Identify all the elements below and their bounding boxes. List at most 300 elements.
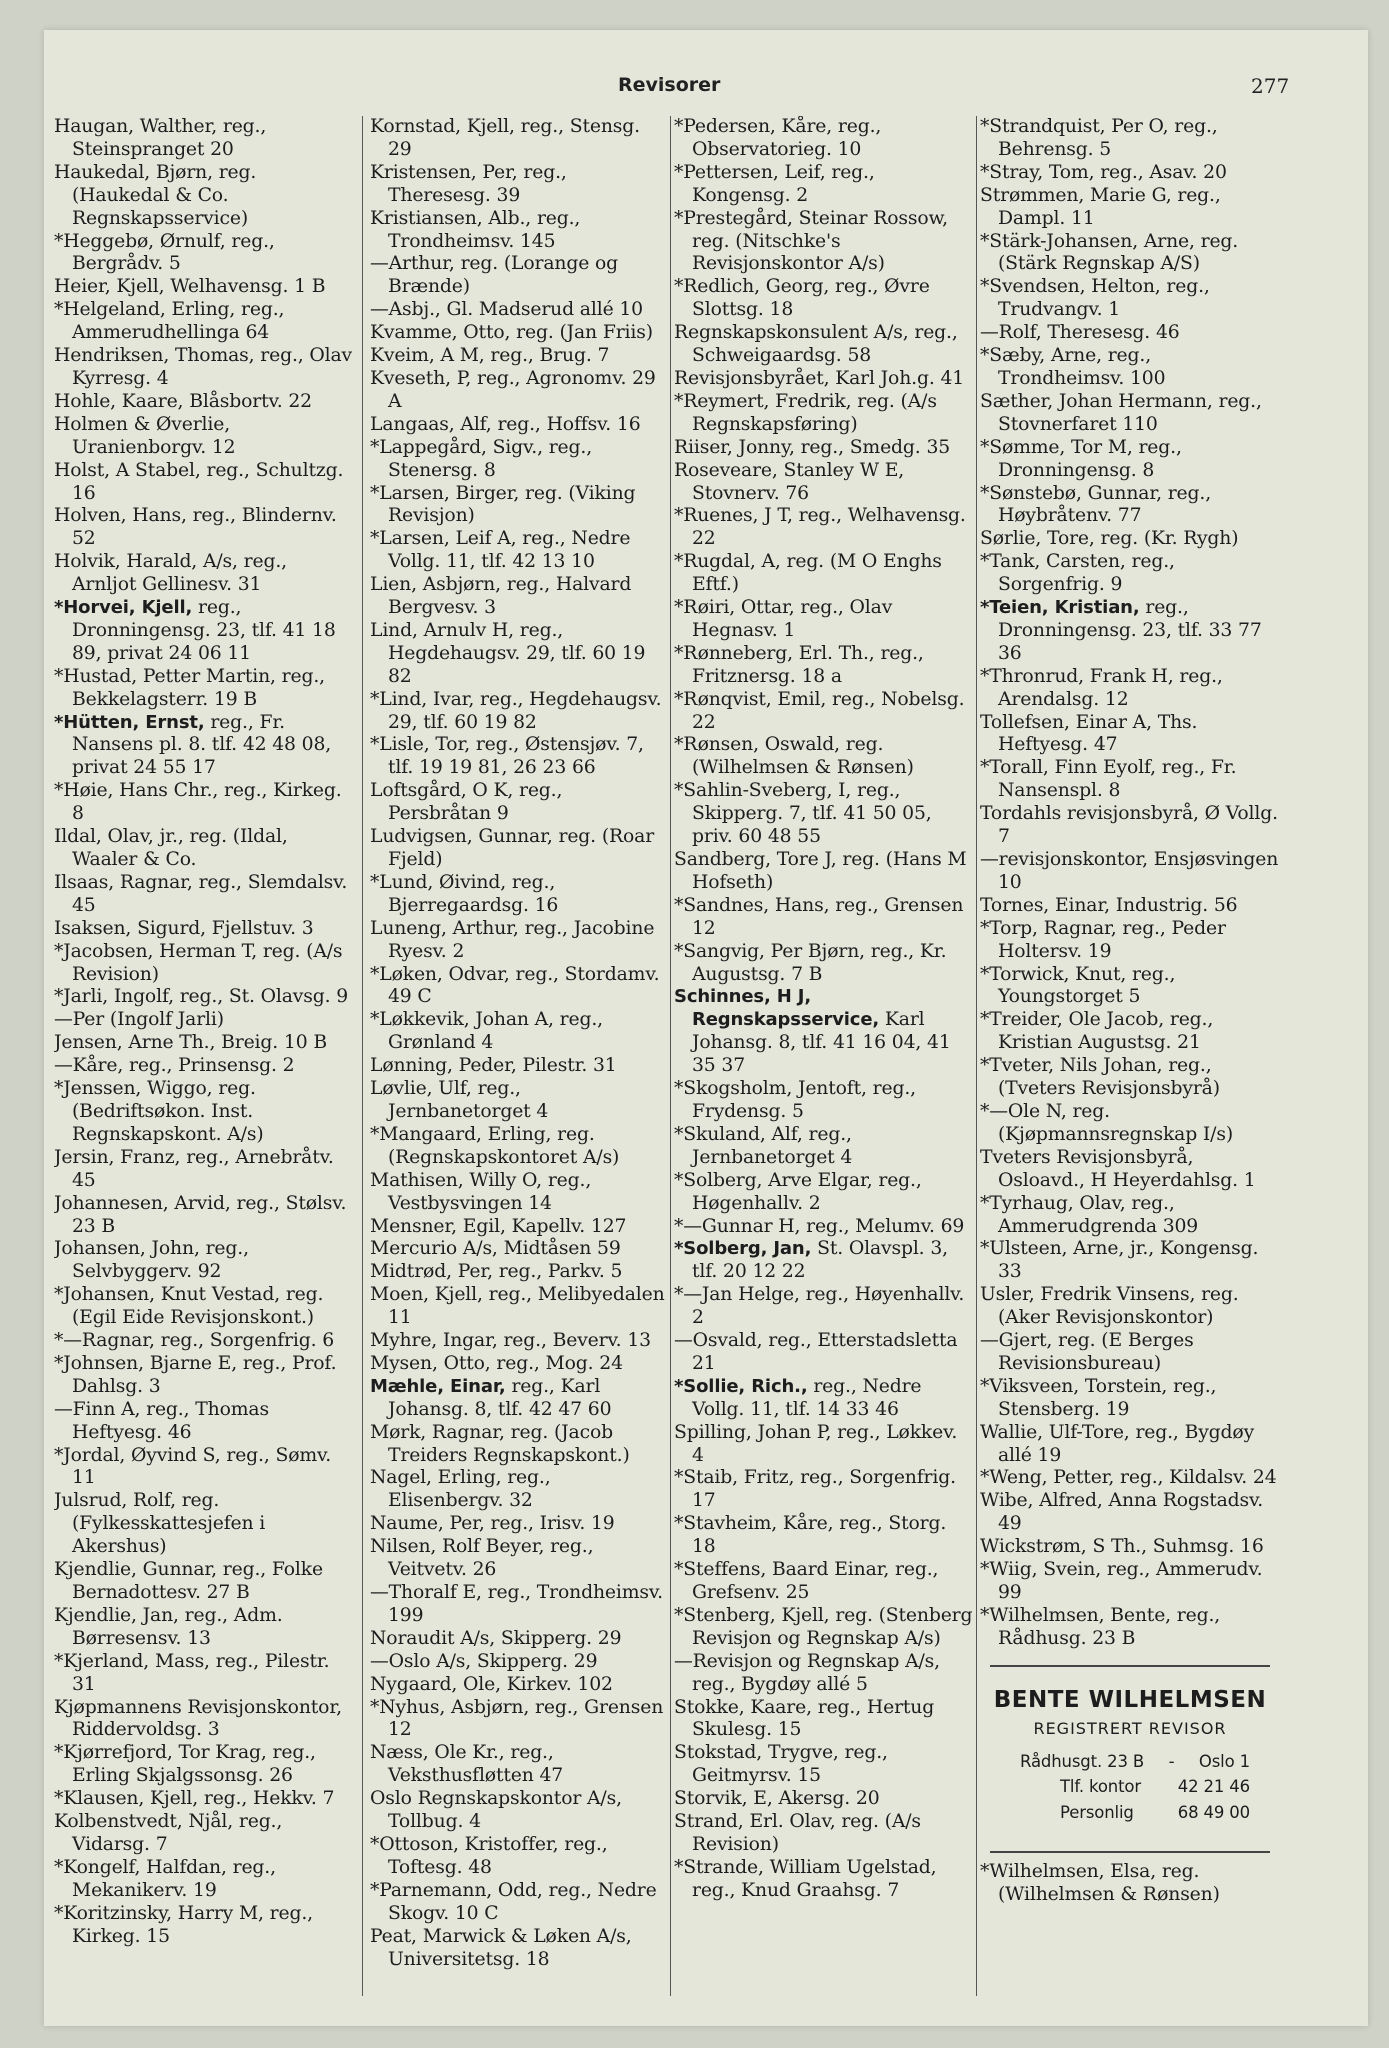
directory-entry [54,162,354,231]
entry-text: Kjøpmannens Revisjonskontor, Riddervoldsg. 3 [54,1696,342,1741]
directory-entry [370,872,668,918]
directory-entry [980,1536,1280,1559]
entry-text: Wallie, Ulf-Tore, reg., Bygdøy allé 19 [980,1421,1255,1466]
directory-entry [54,826,354,872]
directory-entry [674,597,974,643]
directory-entry [980,1101,1280,1147]
entry-text: Naume, Per, reg., Irisv. 19 [370,1513,615,1535]
entry-text: Hendriksen, Thomas, reg., Olav Kyrresg. 4 [54,345,353,389]
directory-entry [54,1651,354,1697]
directory-entry [980,597,1280,666]
directory-entry [980,849,1280,895]
entry-text: *Johansen, Knut Vestad, reg. (Egil Eide Revisjonskont.) [54,1284,324,1329]
directory-entry [370,253,668,299]
directory-entry [674,460,974,506]
directory-entry [370,964,668,1010]
entry-text: Kolbenstvedt, Njål, reg., Vidarsg. 7 [54,1811,283,1855]
directory-entry [54,1055,354,1078]
ad-address-street: Rådhusgt. 23 B [1020,1751,1145,1771]
directory-entry [674,1605,974,1651]
entry-text: Wickstrøm, S Th., Suhmsg. 16 [980,1536,1264,1558]
entry-bold-name: *Solberg, Jan, [674,1238,812,1260]
directory-entry [674,1422,974,1468]
entry-text: *Rønqvist, Emil, reg., Nobelsg. 22 [674,688,965,733]
ad-name: BENTE WILHELMSEN [993,1686,1267,1713]
directory-entry [54,116,354,162]
entry-text: Mørk, Ragnar, reg. (Jacob Treiders Regnskapskont.) [370,1421,630,1466]
directory-entry [54,941,354,987]
entry-text: Peat, Marwick & Løken A/s, Universitetsg. 18 [370,1925,632,1970]
entry-text: *Ottoson, Kristoffer, reg., Toftesg. 48 [370,1833,608,1878]
entry-bold-name: *Teien, Kristian, [980,597,1140,619]
entry-bold-name: Schinnes, H J, Regnskapsservice, [674,986,880,1031]
entry-text: *Strandquist, Per O, reg., Behrensg. 5 [980,116,1218,160]
entry-text: Julsrud, Rolf, reg. (Fylkesskattesjefen i Akershus) [54,1490,266,1558]
entry-text: Næss, Ole Kr., reg., Veksthusfløtten 47 [370,1742,564,1787]
entry-text: *Larsen, Leif A, reg., Nedre Vollg. 11, tlf. 42 13 10 [370,528,631,573]
after-ad-entries [980,1861,1280,1907]
directory-entry [370,1216,668,1239]
entry-text: Johannesen, Arvid, reg., Stølsv. 23 B [54,1192,347,1237]
entry-text: Sæther, Johan Hermann, reg., Stovnerfaret 110 [980,390,1262,435]
directory-entry [54,1811,354,1857]
directory-entry [674,1284,974,1330]
directory-entry [674,1376,974,1422]
entry-text: reg., Dronningensg. 23, tlf. 41 18 89, privat 24 06 11 [72,597,336,664]
entry-text: *Sømme, Tor M, reg., Dronningensg. 8 [980,436,1182,481]
entry-text: Kvamme, Otto, reg. (Jan Friis) [370,322,653,344]
entry-text: Holven, Hans, reg., Blindernv. 52 [54,505,337,550]
directory-entry [674,276,974,322]
directory-entry [674,986,974,1078]
entry-text: Tornes, Einar, Industrig. 56 [980,894,1238,916]
directory-entry [370,1788,668,1834]
entry-text: *Rønneberg, Erl. Th., reg., Fritznersg. 18 a [674,642,924,687]
entry-text: *Torall, Finn Eyolf, reg., Fr. Nansenspl. 8 [980,757,1237,802]
entry-text: —Oslo A/s, Skipperg. 29 [370,1650,598,1672]
directory-entry [674,1513,974,1559]
entry-text: —Arthur, reg. (Lorange og Brænde) [370,253,619,298]
directory-entry [674,1330,974,1376]
directory-entry [370,1674,668,1697]
entry-text: *Sangvig, Per Bjørn, reg., Kr. Augustsg. 7 B [674,940,947,985]
directory-entry [54,1605,354,1651]
entry-text: Stokstad, Trygve, reg., Geitmyrsv. 15 [674,1742,888,1787]
directory-entry [54,391,354,414]
entry-text: *Skogsholm, Jentoft, reg., Frydensg. 5 [674,1078,916,1122]
entry-text: Ilsaas, Ragnar, reg., Slemdalsv. 45 [54,871,348,916]
entry-text: *Tank, Carsten, reg., Sorgenfrig. 9 [980,551,1175,596]
entry-text: *Sandnes, Hans, reg., Grensen 12 [674,894,964,939]
directory-entry [980,322,1280,345]
directory-entry [370,689,668,735]
entry-text: Spilling, Johan P, reg., Løkkev. 4 [674,1421,958,1466]
entry-text: *Tyrhaug, Olav, reg., Ammerudgrenda 309 [980,1192,1199,1237]
directory-entry [370,780,668,826]
directory-entry [54,460,354,506]
directory-entry [370,1582,668,1628]
entry-text: *Svendsen, Helton, reg., Trudvangv. 1 [980,276,1210,321]
entry-text: *Treider, Ole Jacob, reg., Kristian Augustsg. 21 [980,1009,1214,1054]
column-1 [54,116,354,1996]
column-divider [670,116,671,1996]
directory-entry [674,505,974,551]
column-4-entries [980,116,1280,1651]
directory-entry [674,643,974,689]
directory-entry [674,849,974,895]
directory-entry [674,734,974,780]
directory-entry [54,1078,354,1147]
directory-entry [370,1926,668,1972]
directory-entry [370,116,668,162]
directory-entry [370,1742,668,1788]
directory-entry [980,757,1280,803]
directory-entry [674,1697,974,1743]
directory-entry [674,116,974,162]
entry-text: —Osvald, reg., Etterstadsletta 21 [674,1330,958,1374]
entry-text: *Wilhelmsen, Elsa, reg. (Wilhelmsen & Rønsen) [980,1861,1220,1906]
directory-entry [54,666,354,712]
directory-entry [370,1170,668,1216]
directory-entry [980,551,1280,597]
entry-text: Storvik, E, Akersg. 20 [674,1788,880,1810]
directory-entry [370,1330,668,1353]
directory-entry [980,1147,1280,1193]
entry-text: *Pedersen, Kåre, reg., Observatorieg. 10 [674,116,882,160]
directory-entry [54,345,354,391]
entry-text: *Helgeland, Erling, reg., Ammerudhellinga 64 [54,299,285,344]
directory-entry [370,162,668,208]
entry-text: reg., Dronningensg. 23, tlf. 33 77 36 [998,597,1262,664]
entry-text: *Stenberg, Kjell, reg. (Stenberg Revisjon og Regnskap A/s) [674,1604,973,1649]
entry-text: *Kjørrefjord, Tor Krag, reg., Erling Skjalgssonsg. 26 [54,1742,316,1787]
entry-text: *—Ole N, reg. (Kjøpmannsregnskap I/s) [980,1100,1234,1145]
entry-text: Nilsen, Rolf Beyer, reg., Veitvetv. 26 [370,1536,594,1581]
entry-text: Ildal, Olav, jr., reg. (Ildal, Waaler & Co. [54,826,288,870]
column-divider [362,116,363,1996]
entry-text: Lønning, Peder, Pilestr. 31 [370,1055,617,1077]
directory-entry [54,986,354,1009]
directory-entry [674,437,974,460]
entry-bold-name: Mæhle, Einar, [370,1375,506,1397]
entry-text: Haugan, Walther, reg., Steinspranget 20 [54,116,267,160]
entry-text: Usler, Fredrik Vinsens, reg. (Aker Revisjonskontor) [980,1284,1239,1329]
directory-entry [674,1467,974,1513]
directory-entry [980,276,1280,322]
directory-entry [674,1170,974,1216]
directory-entry [674,162,974,208]
directory-entry [980,483,1280,529]
directory-entry [54,1788,354,1811]
entry-text: Kjendlie, Jan, reg., Adm. Børresensv. 13 [54,1604,283,1649]
directory-entry [980,391,1280,437]
entry-text: Tordahls revisjonsbyrå, Ø Vollg. 7 [980,803,1278,848]
entry-text: Heier, Kjell, Welhavensg. 1 B [54,276,326,298]
entry-text: *Skuland, Alf, reg., Jernbanetorget 4 [674,1123,853,1168]
entry-text: *Redlich, Georg, reg., Øvre Slottsg. 18 [674,276,930,321]
entry-text: *Høie, Hans Chr., reg., Kirkeg. 8 [54,780,342,825]
directory-entry [370,208,668,254]
directory-entry [54,1238,354,1284]
directory-entry [54,1857,354,1903]
directory-entry [674,1651,974,1697]
directory-entry [370,1261,668,1284]
entry-text: Holmen & Øverlie, Uranienborgv. 12 [54,413,236,458]
entry-text: *Ulsteen, Arne, jr., Kongensg. 33 [980,1238,1259,1283]
directory-entry [54,1742,354,1788]
entry-text: Wibe, Alfred, Anna Rogstadsv. 49 [980,1490,1264,1535]
directory-entry [980,666,1280,712]
directory-entry [674,1559,974,1605]
entry-text: Moen, Kjell, reg., Melibyedalen 11 [370,1284,665,1329]
entry-text: *Løkkevik, Johan A, reg., Grønland 4 [370,1009,603,1054]
directory-entry [980,1422,1280,1468]
entry-text: Ludvigsen, Gunnar, reg. (Roar Fjeld) [370,826,655,870]
directory-entry [370,322,668,345]
ad-private-number: 68 49 00 [1177,1803,1250,1823]
directory-entry [674,368,974,391]
entry-text: *Rønsen, Oswald, reg. (Wilhelmsen & Rønsen) [674,734,914,779]
entry-text: Luneng, Arthur, reg., Jacobine Ryesv. 2 [370,917,655,962]
entry-text: *Hustad, Petter Martin, reg., Bekkelagsterr. 19 B [54,665,325,710]
entry-text: Tveters Revisjonsbyrå, Osloavd., H Heyerdahlsg. 1 [980,1146,1256,1191]
entry-text: Mysen, Otto, reg., Mog. 24 [370,1352,623,1374]
directory-entry [674,689,974,735]
entry-bold-name: *Hütten, Ernst, [54,711,205,733]
entry-text: *Løken, Odvar, reg., Stordamv. 49 C [370,963,660,1008]
entry-text: Nagel, Erling, reg., Elisenbergv. 32 [370,1467,551,1512]
directory-entry [980,162,1280,185]
entry-text: Regnskapskonsulent A/s, reg., Schweigaardsg. 58 [674,322,958,367]
directory-entry [980,528,1280,551]
directory-entry [370,1834,668,1880]
entry-text: Oslo Regnskapskontor A/s, Tollbug. 4 [370,1788,622,1833]
directory-entry [370,1513,668,1536]
directory-entry [54,1193,354,1239]
entry-text: —Asbj., Gl. Madserud allé 10 [370,299,643,321]
directory-entry [370,574,668,620]
directory-entry [674,1124,974,1170]
entry-text: —Per (Ingolf Jarli) [54,1009,224,1031]
entry-text: Jersin, Franz, reg., Arnebråtv. 45 [54,1146,334,1191]
ad-address [980,1751,1280,1774]
directory-entry [370,826,668,872]
directory-entry [674,208,974,277]
directory-entry [980,116,1280,162]
directory-entry [674,895,974,941]
ad-address-city: Oslo 1 [1198,1751,1250,1771]
entry-text: *Sahlin-Sveberg, I, reg., Skipperg. 7, tlf. 41 50 05, priv. 60 48 55 [674,780,932,848]
ad-subtitle: REGISTRERT REVISOR [1033,1718,1227,1738]
directory-entry [674,1857,974,1903]
directory-entry [54,597,354,666]
ad-office-label: Tlf. kontor [1060,1777,1141,1797]
entry-text: Midtrød, Per, reg., Parkv. 5 [370,1261,623,1283]
directory-entry [980,918,1280,964]
directory-entry [674,322,974,368]
directory-entry [980,1467,1280,1490]
entry-bold-name: *Sollie, Rich., [674,1375,808,1397]
directory-entry [980,437,1280,483]
entry-text: St. Olavspl. 3, tlf. 20 12 22 [692,1238,948,1283]
directory-entry [980,1605,1280,1651]
entry-text: *Jarli, Ingolf, reg., St. Olavsg. 9 [54,986,349,1008]
directory-entry [54,1399,354,1445]
directory-entry [980,1559,1280,1605]
entry-text: *Lappegård, Sigv., reg., Stenersg. 8 [370,436,593,481]
directory-entry [980,1009,1280,1055]
directory-entry [54,1009,354,1032]
entry-text: *Weng, Petter, reg., Kildalsv. 24 [980,1467,1277,1489]
directory-entry [370,368,668,414]
entry-text: *Kongelf, Halfdan, reg., Mekanikerv. 19 [54,1856,276,1901]
entry-text: *Pettersen, Leif, reg., Kongensg. 2 [674,161,875,206]
entry-text: *Røiri, Ottar, reg., Olav Hegnasv. 1 [674,597,893,641]
directory-entry [54,712,354,781]
entry-text: *Strande, William Ugelstad, reg., Knud Graahsg. 7 [674,1856,937,1901]
entry-text: Kjendlie, Gunnar, reg., Folke Bernadottesv. 27 B [54,1559,323,1603]
section-title: Revisorer [618,74,721,96]
directory-entry [370,528,668,574]
directory-entry [54,414,354,460]
advertisement-box [980,1686,1280,1826]
entry-text: Johansen, John, reg., Selvbyggerv. 92 [54,1238,249,1283]
entry-text: Kornstad, Kjell, reg., Stensg. 29 [370,116,640,160]
entry-text: *Tveter, Nils Johan, reg., (Tveters Revisjonsbyrå) [980,1055,1220,1100]
directory-entry [674,551,974,597]
entry-text: *Rugdal, A, reg. (M O Enghs Eftf.) [674,551,942,596]
page-header [44,74,1368,108]
entry-text: Roseveare, Stanley W E, Stovnerv. 76 [674,459,905,504]
directory-page [44,30,1368,2026]
entry-text: Lien, Asbjørn, reg., Halvard Bergvesv. 3 [370,574,632,619]
ad-private-phone [980,1802,1280,1825]
entry-text: Revisjonsbyrået, Karl Joh.g. 41 [674,367,965,389]
directory-entry [674,780,974,849]
entry-text: Stokke, Kaare, reg., Hertug Skulesg. 15 [674,1696,935,1741]
directory-entry [370,414,668,437]
directory-entry [54,276,354,299]
entry-text: Kristensen, Per, reg., Theresesg. 39 [370,161,567,206]
entry-text: *Sønstebø, Gunnar, reg., Høybråtenv. 77 [980,482,1212,527]
directory-entry [54,1559,354,1605]
directory-entry [54,1330,354,1353]
entry-text: *Jacobsen, Herman T, reg. (A/s Revision) [54,940,343,985]
entry-text: Noraudit A/s, Skipperg. 29 [370,1627,622,1649]
directory-entry [54,918,354,941]
entry-text: —Kåre, reg., Prinsensg. 2 [54,1055,295,1077]
directory-entry [674,941,974,987]
directory-entry [370,1536,668,1582]
entry-text: *Johnsen, Bjarne E, reg., Prof. Dahlsg. 3 [54,1352,337,1397]
directory-entry [370,1238,668,1261]
entry-text: *Lind, Ivar, reg., Hegdehaugsv. 29, tlf. 60 19 82 [370,688,662,733]
entry-text: Kristiansen, Alb., reg., Trondheimsv. 145 [370,207,581,252]
entry-text: *Ruenes, J T, reg., Welhavensg. 22 [674,505,966,550]
directory-entry [370,1651,668,1674]
directory-entry [980,712,1280,758]
entry-text: Nygaard, Ole, Kirkev. 102 [370,1673,613,1695]
entry-text: Holst, A Stabel, reg., Schultzg. 16 [54,459,344,504]
directory-entry [370,1009,668,1055]
directory-entry [370,1353,668,1376]
directory-entry [674,1811,974,1857]
entry-text: *Lund, Øivind, reg., Bjerregaardsg. 16 [370,871,559,916]
directory-entry [54,551,354,597]
entry-text: Tollefsen, Einar A, Ths. Heftyesg. 47 [980,711,1198,756]
entry-text: *Mangaard, Erling, reg. (Regnskapskontoret A/s) [370,1123,620,1168]
entry-text: —Finn A, reg., Thomas Heftyesg. 46 [54,1398,269,1443]
directory-entry [54,780,354,826]
directory-entry [674,391,974,437]
directory-entry [370,1880,668,1926]
entry-text: *Larsen, Birger, reg. (Viking Revisjon) [370,482,636,527]
entry-bold-name: *Horvei, Kjell, [54,597,193,619]
entry-text: *—Ragnar, reg., Sorgenfrig. 6 [54,1330,335,1352]
directory-entry [370,1467,668,1513]
directory-entry [54,1147,354,1193]
entry-text: Løvlie, Ulf, reg., Jernbanetorget 4 [370,1078,549,1122]
entry-text: —Rolf, Theresesg. 46 [980,322,1180,344]
directory-entry [370,437,668,483]
entry-text: *Prestegård, Steinar Rossow, reg. (Nitschke's Revisjonskontor A/s) [674,207,949,275]
directory-entry [674,1238,974,1284]
ad-office-phone [980,1776,1280,1799]
entry-text: Jensen, Arne Th., Breig. 10 B [54,1032,327,1054]
directory-entry [370,1697,668,1743]
entry-text: *Nyhus, Asbjørn, reg., Grensen 12 [370,1696,664,1741]
page-number: 277 [1251,74,1290,98]
column-3 [674,116,974,1996]
entry-text: Myhre, Ingar, reg., Beverv. 13 [370,1330,651,1352]
directory-entry [54,1353,354,1399]
entry-text: *Lisle, Tor, reg., Østensjøv. 7, tlf. 19 19 81, 26 23 66 [370,734,644,779]
entry-text: *Jordal, Øyvind S, reg., Sømv. 11 [54,1444,332,1489]
entry-text: *Sæby, Arne, reg., Trondheimsv. 100 [980,345,1166,389]
entry-text: Isaksen, Sigurd, Fjellstuv. 3 [54,917,314,939]
column-divider [976,116,977,1996]
entry-text: Mensner, Egil, Kapellv. 127 [370,1215,627,1237]
entry-text: reg., Nedre Vollg. 11, tlf. 14 33 46 [692,1375,922,1420]
directory-entry [674,1078,974,1124]
ad-divider-bottom [990,1851,1270,1853]
directory-entry [54,1445,354,1491]
directory-entry [370,1284,668,1330]
entry-text: *Kjerland, Mass, reg., Pilestr. 31 [54,1650,330,1695]
entry-text: Lind, Arnulv H, reg., Hegdehaugsv. 29, tlf. 60 19 82 [370,619,646,687]
entry-text: Riiser, Jonny, reg., Smedg. 35 [674,436,951,458]
entry-text: Loftsgård, O K, reg., Persbråtan 9 [370,780,563,825]
directory-entry [674,1788,974,1811]
directory-entry [370,918,668,964]
entry-text: Mathisen, Willy O, reg., Vestbysvingen 14 [370,1169,592,1214]
entry-text: —Revisjon og Regnskap A/s, reg., Bygdøy allé 5 [674,1650,940,1695]
directory-entry [54,1697,354,1743]
directory-entry [370,299,668,322]
entry-text: Mercurio A/s, Midtåsen 59 [370,1238,621,1260]
entry-text: *—Jan Helge, reg., Høyenhallv. 2 [674,1284,965,1329]
entry-text: *—Gunnar H, reg., Melumv. 69 [674,1215,965,1237]
directory-entry [54,872,354,918]
directory-entry [370,1628,668,1651]
directory-entry [980,345,1280,391]
entry-text: Strand, Erl. Olav, reg. (A/s Revision) [674,1811,921,1855]
directory-entry [370,483,668,529]
entry-text: *Klausen, Kjell, reg., Hekkv. 7 [54,1788,335,1810]
entry-text: *Staib, Fritz, reg., Sorgenfrig. 17 [674,1467,956,1512]
entry-text: *Viksveen, Torstein, reg., Stensberg. 19 [980,1375,1217,1420]
entry-text: *Wilhelmsen, Bente, reg., Rådhusg. 23 B [980,1604,1221,1649]
